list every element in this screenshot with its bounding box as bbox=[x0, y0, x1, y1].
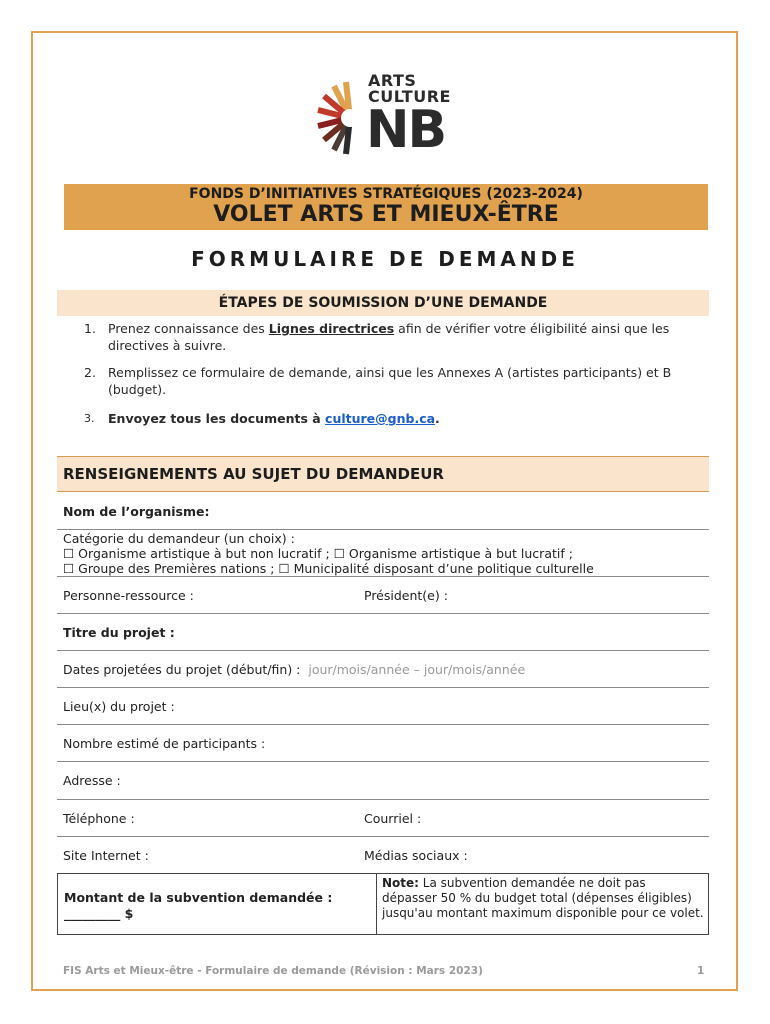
grant-amount-label: Montant de la subvention demandée : bbox=[64, 890, 333, 905]
program-banner bbox=[64, 184, 708, 230]
step-text-post: afin de vérifier votre éligibilité ainsi que les directives à suivre. bbox=[108, 321, 670, 353]
project-location-field[interactable] bbox=[57, 688, 709, 725]
grant-amount-value[interactable]: _________ $ bbox=[64, 906, 134, 921]
president-label[interactable]: Président(e) : bbox=[364, 588, 448, 603]
step-number: 1. bbox=[84, 321, 96, 336]
project-title-field[interactable] bbox=[57, 614, 709, 651]
category-options-line-2[interactable]: ☐ Groupe des Premières nations ; ☐ Municipalité disposant d’une politique culturelle bbox=[63, 561, 594, 576]
logo-burst-icon bbox=[316, 78, 366, 158]
email-label[interactable]: Courriel : bbox=[364, 811, 422, 826]
project-location-label: Lieu(x) du projet : bbox=[63, 699, 175, 714]
logo-text-arts: ARTS bbox=[368, 71, 417, 90]
guidelines-link[interactable]: Lignes directrices bbox=[268, 321, 395, 336]
step-text-pre: Envoyez tous les documents à bbox=[108, 411, 326, 426]
grant-amount-field[interactable] bbox=[58, 874, 377, 934]
contact-person-label[interactable]: Personne-ressource : bbox=[63, 588, 194, 603]
applicant-section-heading: RENSEIGNEMENTS AU SUJET DU DEMANDEUR bbox=[57, 456, 709, 492]
grant-note bbox=[382, 876, 704, 921]
logo-text-nb: NB bbox=[366, 100, 446, 160]
project-title-label: Titre du projet : bbox=[63, 625, 175, 640]
social-media-label[interactable]: Médias sociaux : bbox=[364, 848, 468, 863]
logo-text-culture: CULTURE bbox=[368, 87, 451, 106]
address-label: Adresse : bbox=[63, 773, 121, 788]
dates-placeholder[interactable]: jour/mois/année – jour/mois/année bbox=[308, 662, 526, 677]
participants-label: Nombre estimé de participants : bbox=[63, 736, 266, 751]
note-label: Note: bbox=[382, 876, 419, 890]
address-field[interactable] bbox=[57, 762, 709, 800]
category-options-line-1[interactable]: ☐ Organisme artistique à but non lucratif ; ☐ Organisme artistique à but lucratif ; bbox=[63, 546, 573, 561]
category-label: Catégorie du demandeur (un choix) : bbox=[63, 531, 295, 546]
arts-culture-nb-logo bbox=[316, 70, 456, 162]
contact-row bbox=[57, 577, 709, 614]
step-text bbox=[108, 410, 694, 427]
step-number: 2. bbox=[84, 365, 96, 380]
step-text-pre: Prenez connaissance des bbox=[108, 321, 269, 336]
project-dates-field[interactable] bbox=[57, 651, 709, 688]
banner-subtitle: FONDS D’INITIATIVES STRATÉGIQUES (2023-2024) bbox=[189, 186, 583, 202]
step-number: 3. bbox=[84, 412, 95, 425]
email-link[interactable]: culture@gnb.ca bbox=[325, 411, 436, 426]
step-text: Remplissez ce formulaire de demande, ainsi que les Annexes A (artistes participants) et B (budget). bbox=[108, 365, 672, 397]
step-text-post: . bbox=[435, 411, 440, 426]
page-number: 1 bbox=[697, 965, 705, 977]
website-label[interactable]: Site Internet : bbox=[63, 848, 149, 863]
steps-heading: ÉTAPES DE SOUMISSION D’UNE DEMANDE bbox=[57, 290, 709, 316]
form-title: FORMULAIRE DE DEMANDE bbox=[191, 247, 579, 271]
note-text: La subvention demandée ne doit pas dépasser 50 % du budget total (dépenses éligibles) jusqu'au montant maximum disponible pour ce volet. bbox=[382, 876, 704, 920]
org-name-label: Nom de l’organisme: bbox=[63, 504, 210, 519]
website-social-row bbox=[57, 837, 709, 873]
phone-email-row bbox=[57, 800, 709, 837]
footer-text: FIS Arts et Mieux-être - Formulaire de demande (Révision : Mars 2023) bbox=[63, 965, 483, 977]
category-field bbox=[57, 530, 709, 577]
org-name-field[interactable] bbox=[57, 492, 709, 530]
dates-label-text: Dates projetées du projet (début/fin) : bbox=[63, 662, 301, 677]
project-dates-label bbox=[63, 662, 525, 677]
banner-title: VOLET ARTS ET MIEUX-ÊTRE bbox=[213, 202, 559, 227]
participants-field[interactable] bbox=[57, 725, 709, 762]
step-text bbox=[108, 320, 694, 354]
grant-amount-box bbox=[57, 873, 709, 935]
phone-label[interactable]: Téléphone : bbox=[63, 811, 135, 826]
